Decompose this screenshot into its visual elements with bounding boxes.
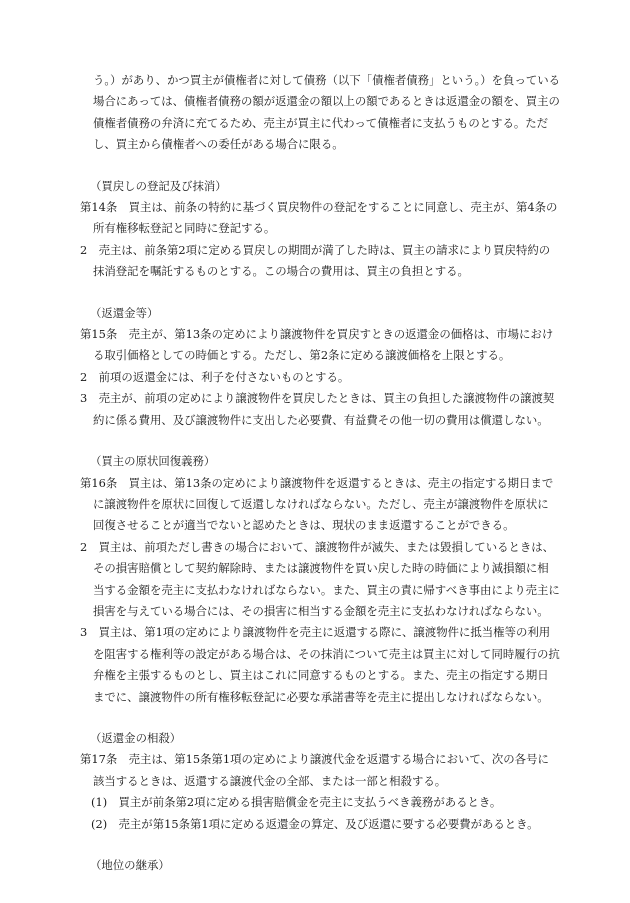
article-17-para-1: 第17条 売主は、第15条第1項の定めにより譲渡代金を返還する場合において、次の各号に該当するときは、返還する譲渡代金の全部、または一部と相殺する。 bbox=[80, 752, 549, 788]
article-16-para-3: 3 買主は、第1項の定めにより譲渡物件を売主に返還する際に、譲渡物件に抵当権等の利用を阻害する権利等の設定がある場合は、その抹消について売主は買主に対して同時履行の抗弁権を主張するものとし、買主はこれに同意するものとする。また、売主の指定する期日までに、譲渡物件の所有権移転登記に必要な承諾書等を売主に提出しなければならない。 bbox=[80, 625, 560, 704]
article-17-subitem-1: (1) 買主が前条第2項に定める損害賠償金を売主に支払うべき義務があるとき。 bbox=[91, 795, 502, 810]
continuation-paragraph: う。）があり、かつ買主が債権者に対して債務（以下「債権者債務」という。）を負っている場合にあっては、債権者債務の額が返還金の額以上の額であるときは返還金の額を、買主の債権者債務の弁済に充てるため、売主が買主に代わって債権者に支払うものとする。ただし、買主から債権者への委任がある場合に限る。 bbox=[93, 73, 561, 152]
section-article-16 bbox=[80, 451, 560, 708]
section-heading: （買主の原状回復義務） bbox=[90, 454, 216, 469]
article-15-para-1: 第15条 売主が、第13条の定めにより譲渡物件を買戻すときの返還金の価格は、市場における取引価格としての時価とする。ただし、第2条に定める譲渡価格を上限とする。 bbox=[80, 327, 554, 363]
article-15-para-2: 2 前項の返還金には、利子を付さないものとする。 bbox=[80, 369, 350, 384]
section-heading: （返還金等） bbox=[90, 305, 159, 320]
section-succession bbox=[80, 855, 560, 876]
article-17-subitem-2: (2) 売主が第15条第1項に定める返還金の算定、及び返還に要する必要費があるとき。 bbox=[91, 816, 539, 831]
article-16-para-2: 2 買主は、前項ただし書きの場合において、譲渡物件が滅失、または毀損しているときは、その損害賠償として契約解除時、または譲渡物件を買い戻した時の時価により減損額に相当する金額を売主に支払わなければならない。また、買主の責に帰すべき事由により売主に損害を与えている場合には、その損害に相当する金額を売主に支払わなければならない。 bbox=[80, 539, 560, 618]
article-14-para-1: 第14条 買主は、前条の特約に基づく買戻物件の登記をすることに同意し、売主が、第4条の所有権移転登記と同時に登記する。 bbox=[80, 200, 558, 236]
section-heading: （返還金の相殺） bbox=[90, 730, 182, 745]
article-14-para-2: 2 売主は、前条第2項に定める買戻しの期間が満了した時は、買主の請求により買戻特約の抹消登記を嘱託するものとする。この場合の費用は、買主の負担とする。 bbox=[80, 242, 551, 279]
section-article-17 bbox=[80, 728, 560, 835]
section-article-15 bbox=[80, 303, 560, 431]
article-15-para-3: 3 売主が、前項の定めにより譲渡物件を買戻したときは、買主の負担した譲渡物件の譲渡契約に係る費用、及び譲渡物件に支出した必要費、有益費その他一切の費用は償還しない。 bbox=[80, 391, 555, 427]
section-heading: （地位の継承） bbox=[90, 858, 170, 872]
document-body bbox=[80, 70, 560, 876]
section-heading: （買戻しの登記及び抹消） bbox=[90, 178, 227, 193]
section-article-14 bbox=[80, 176, 560, 283]
article-16-para-1: 第16条 買主は、第13条の定めにより譲渡物件を返還するときは、売主の指定する期日までに譲渡物件を原状に回復して返還しなければならない。ただし、売主が譲渡物件を原状に回復させることが適当でないと認めたときは、現状のまま返還することができる。 bbox=[80, 475, 554, 533]
